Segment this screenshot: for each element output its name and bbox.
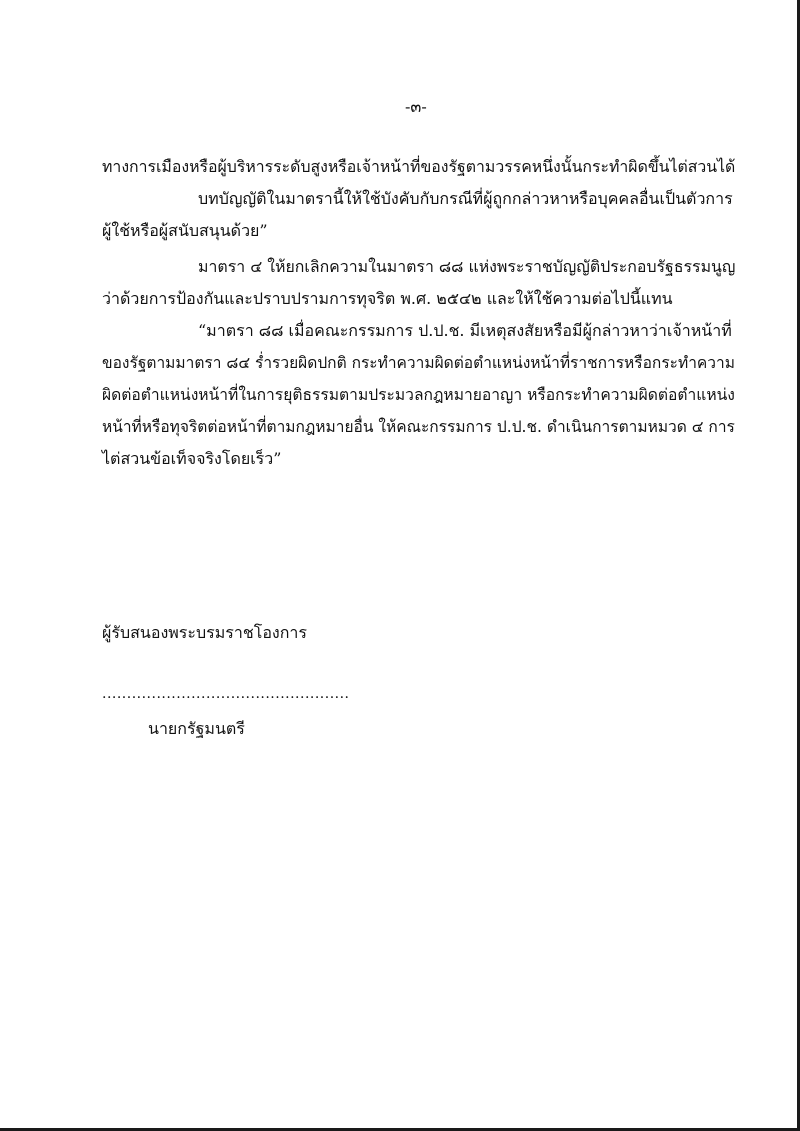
body-line-2: บทบัญญัติในมาตรานี้ให้ใช้บังคับกับกรณีที่ผู้ถูกกล่าวหาหรือบุคคลอื่นเป็นตัวการ — [198, 189, 733, 208]
page-number: -๓- — [405, 97, 427, 116]
body-line-4: มาตรา ๔ ให้ยกเลิกความในมาตรา ๘๘ แห่งพระราชบัญญัติประกอบรัฐธรรมนูญ — [198, 257, 736, 276]
countersign-label: ผู้รับสนองพระบรมราชโองการ — [102, 623, 307, 642]
signature-line: .................................................. — [102, 686, 350, 702]
body-line-9: หน้าที่หรือทุจริตต่อหน้าที่ตามกฎหมายอื่น ให้คณะกรรมการ ป.ป.ช. ดำเนินการตามหมวด ๔ การ — [102, 417, 735, 436]
body-line-7: ของรัฐตามมาตรา ๘๔ ร่ำรวยผิดปกติ กระทำความผิดต่อตำแหน่งหน้าที่ราชการหรือกระทำความ — [102, 353, 735, 372]
body-line-3: ผู้ใช้หรือผู้สนับสนุนด้วย” — [102, 221, 268, 240]
signer-title: นายกรัฐมนตรี — [148, 719, 245, 738]
body-line-5: ว่าด้วยการป้องกันและปราบปรามการทุจริต พ.ศ. ๒๕๔๒ และให้ใช้ความต่อไปนี้แทน — [102, 289, 673, 308]
body-line-6: “มาตรา ๘๘ เมื่อคณะกรรมการ ป.ป.ช. มีเหตุสงสัยหรือมีผู้กล่าวหาว่าเจ้าหน้าที่ — [198, 321, 732, 340]
body-line-1: ทางการเมืองหรือผู้บริหารระดับสูงหรือเจ้าหน้าที่ของรัฐตามวรรคหนึ่งนั้นกระทำผิดขึ้นไต่สวนได้ — [102, 157, 736, 176]
body-line-10: ไต่สวนข้อเท็จจริงโดยเร็ว” — [102, 449, 282, 468]
body-line-8: ผิดต่อตำแหน่งหน้าที่ในการยุติธรรมตามประมวลกฎหมายอาญา หรือกระทำความผิดต่อตำแหน่ง — [102, 385, 735, 404]
